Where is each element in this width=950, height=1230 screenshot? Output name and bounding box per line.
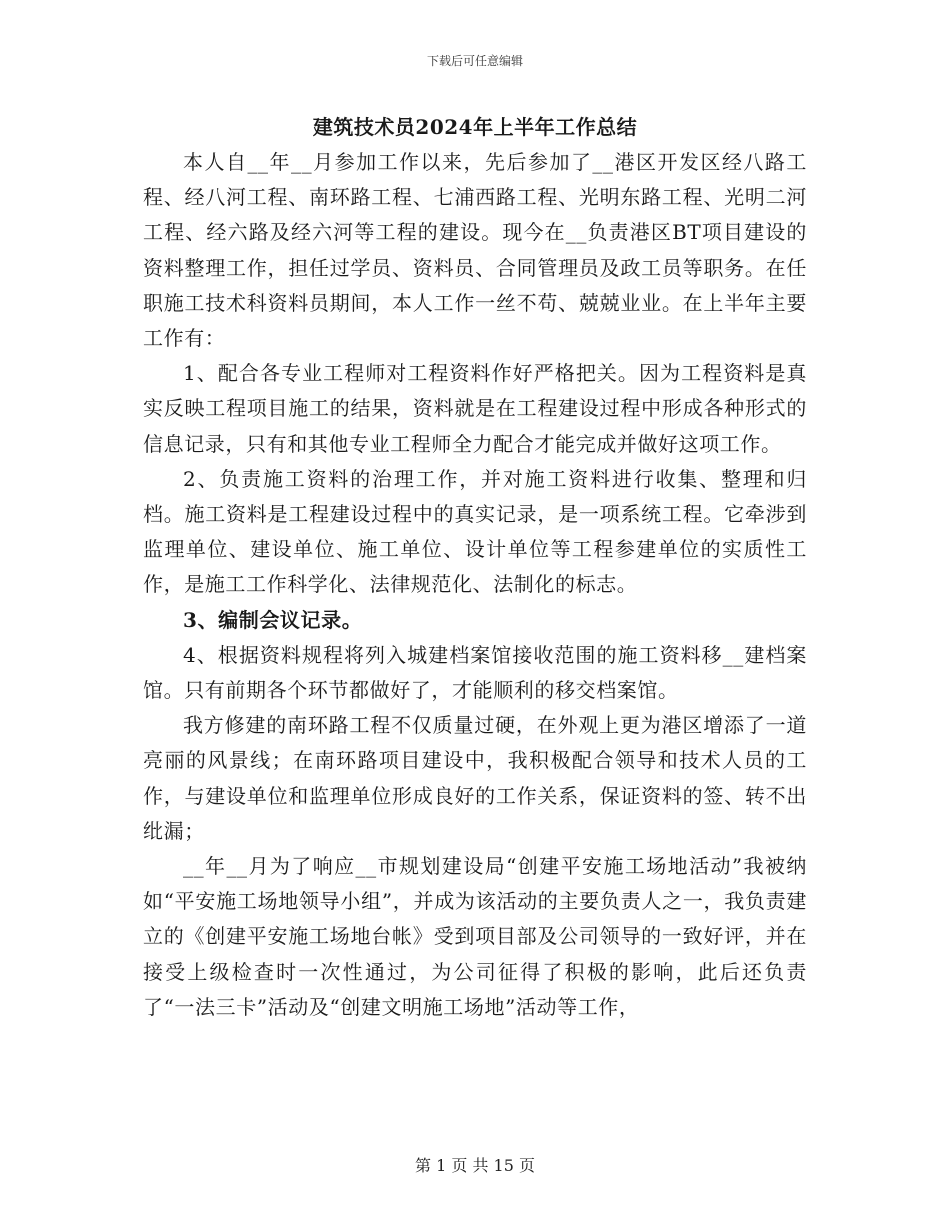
paragraph-safety-activity: __年__月为了响应__市规划建设局“创建平安施工场地活动”我被纳如“平安施工场地领导小组”，并成为该活动的主要负责人之一，我负责建立的《创建平安施工场地台帐》受到项目部及公司领导的一致好评，并在接受上级检查时一次性通过，为公司征得了积极的影响，此后还负责了“一法三卡”活动及“创建文明施工场地”活动等工作，: [143, 854, 807, 1019]
page-number: 第 1 页 共 15 页: [415, 1156, 535, 1175]
paragraph-item-3: 3、编制会议记录。: [183, 607, 363, 632]
paragraph-south-ring-road: 我方修建的南环路工程不仅质量过硬，在外观上更为港区增添了一道亮丽的风景线；在南环路项目建设中，我积极配合领导和技术人员的工作，与建设单位和监理单位形成良好的工作关系，保证资料的签、转不出纰漏；: [143, 713, 807, 843]
paragraph-item-2: 2、负责施工资料的治理工作，并对施工资料进行收集、整理和归档。施工资料是工程建设过程中的真实记录，是一项系统工程。它牵涉到监理单位、建设单位、施工单位、设计单位等工程参建单位的实质性工作，是施工工作科学化、法律规范化、法制化的标志。: [143, 466, 807, 597]
document-title: 建筑技术员2024年上半年工作总结: [312, 115, 638, 139]
document-body: [143, 145, 807, 1025]
paragraph-item-1: 1、配合各专业工程师对工程资料作好严格把关。因为工程资料是真实反映工程项目施工的结果，资料就是在工程建设过程中形成各种形式的信息记录，只有和其他专业工程师全力配合才能完成并做好这项工作。: [143, 361, 807, 456]
header-note: 下载后可任意编辑: [426, 54, 523, 68]
paragraph-intro: 本人自__年__月参加工作以来，先后参加了__港区开发区经八路工程、经八河工程、南环路工程、七浦西路工程、光明东路工程、光明二河工程、经六路及经六河等工程的建设。现今在__负责港区BT项目建设的资料整理工作，担任过学员、资料员、合同管理员及政工员等职务。在任职施工技术科资料员期间，本人工作一丝不苟、兢兢业业。在上半年主要工作有：: [143, 150, 807, 351]
paragraph-item-4: 4、根据资料规程将列入城建档案馆接收范围的施工资料移__建档案馆。只有前期各个环节都做好了，才能顺利的移交档案馆。: [143, 642, 807, 703]
